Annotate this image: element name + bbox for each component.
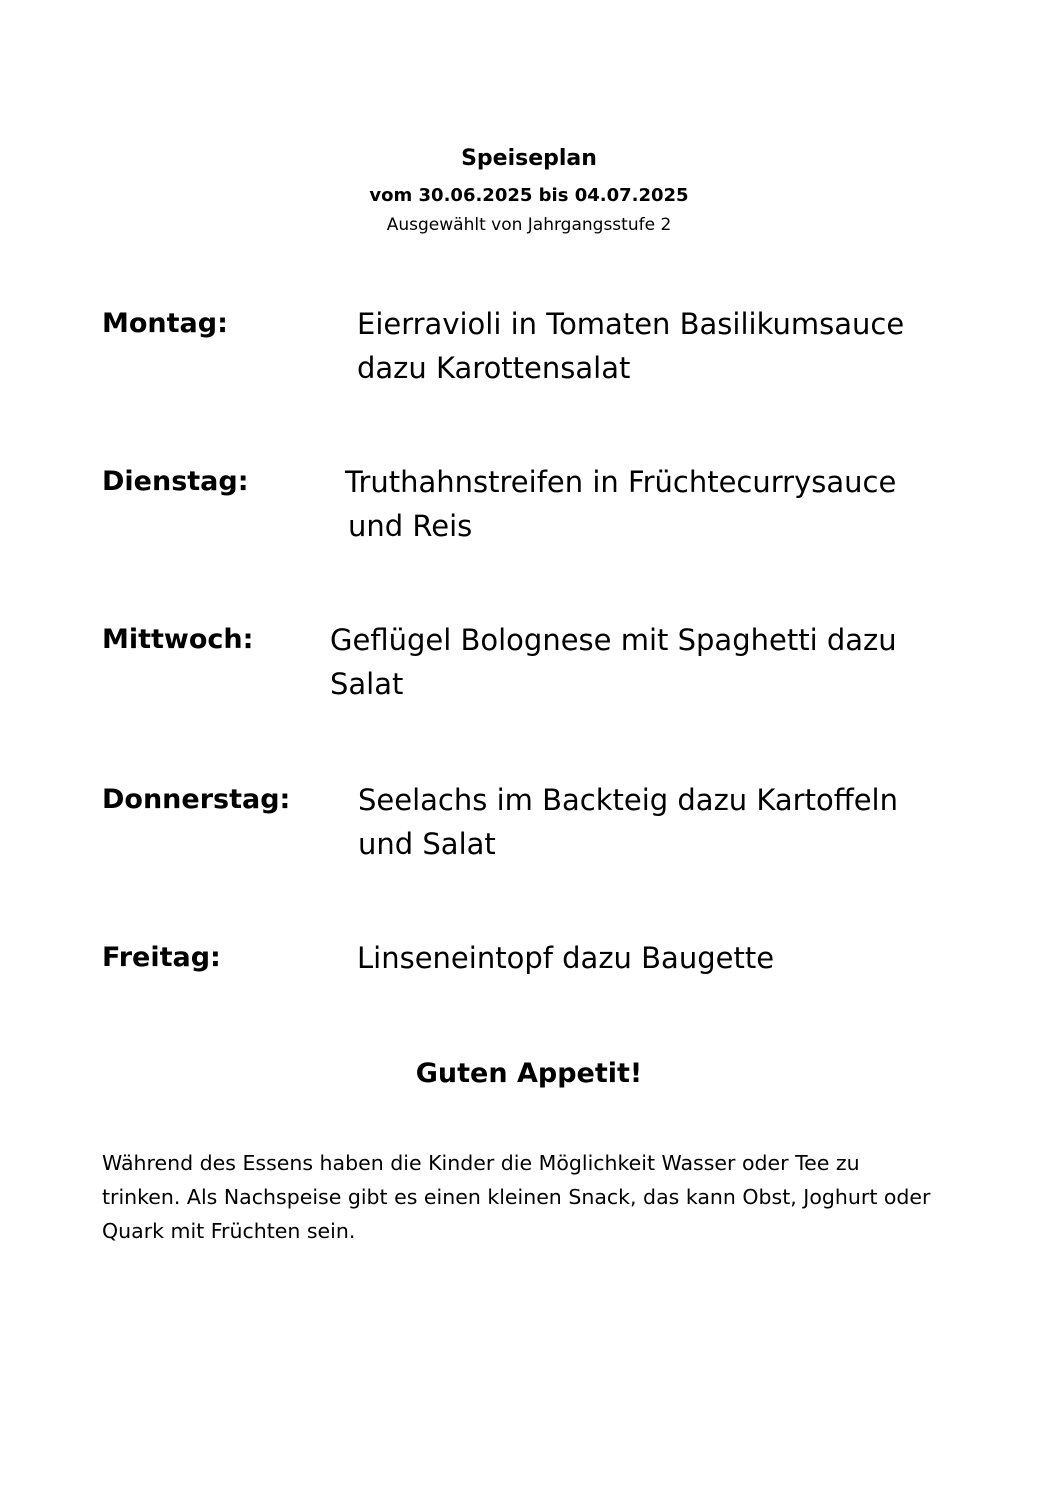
dish-tuesday-line-1: Truthahnstreifen in Früchtecurrysauce [345, 465, 897, 499]
dish-monday-line-1: Eierravioli in Tomaten Basilikumsauce [357, 307, 905, 341]
dish-wednesday-line-1: Geflügel Bolognese mit Spaghetti dazu [330, 623, 897, 657]
dish-friday-line-1: Linseneintopf dazu Baugette [357, 941, 775, 975]
day-label-thursday: Donnerstag: [102, 784, 291, 815]
beverage-dessert-note: Während des Essens haben die Kinder die Möglichkeit Wasser oder Tee zu trinken. Als Nachspeise gibt es einen kleinen Snack, das kann Obst, Joghurt oder Quark mit Früchten sein. [102, 1151, 931, 1243]
dish-thursday [358, 778, 898, 866]
dish-thursday-line-1: Seelachs im Backteig dazu Kartoffeln [358, 783, 898, 817]
dish-tuesday [345, 460, 896, 548]
page-title: Speiseplan [461, 146, 597, 171]
day-label-monday: Montag: [102, 308, 228, 339]
day-label-friday: Freitag: [102, 942, 221, 973]
selected-by-note: Ausgewählt von Jahrgangsstufe 2 [386, 215, 672, 235]
day-label-tuesday: Dienstag: [102, 466, 249, 497]
dish-thursday-line-2: und Salat [358, 827, 496, 861]
dish-tuesday-line-2: und Reis [348, 509, 473, 543]
dish-friday [357, 936, 774, 980]
dish-wednesday [330, 618, 897, 706]
dish-monday-line-2: dazu Karottensalat [357, 351, 631, 385]
closing-greeting: Guten Appetit! [415, 1058, 643, 1089]
dish-wednesday-line-2: Salat [330, 667, 404, 701]
day-label-wednesday: Mittwoch: [102, 624, 254, 655]
date-range: vom 30.06.2025 bis 04.07.2025 [369, 185, 689, 206]
dish-monday [357, 302, 904, 390]
